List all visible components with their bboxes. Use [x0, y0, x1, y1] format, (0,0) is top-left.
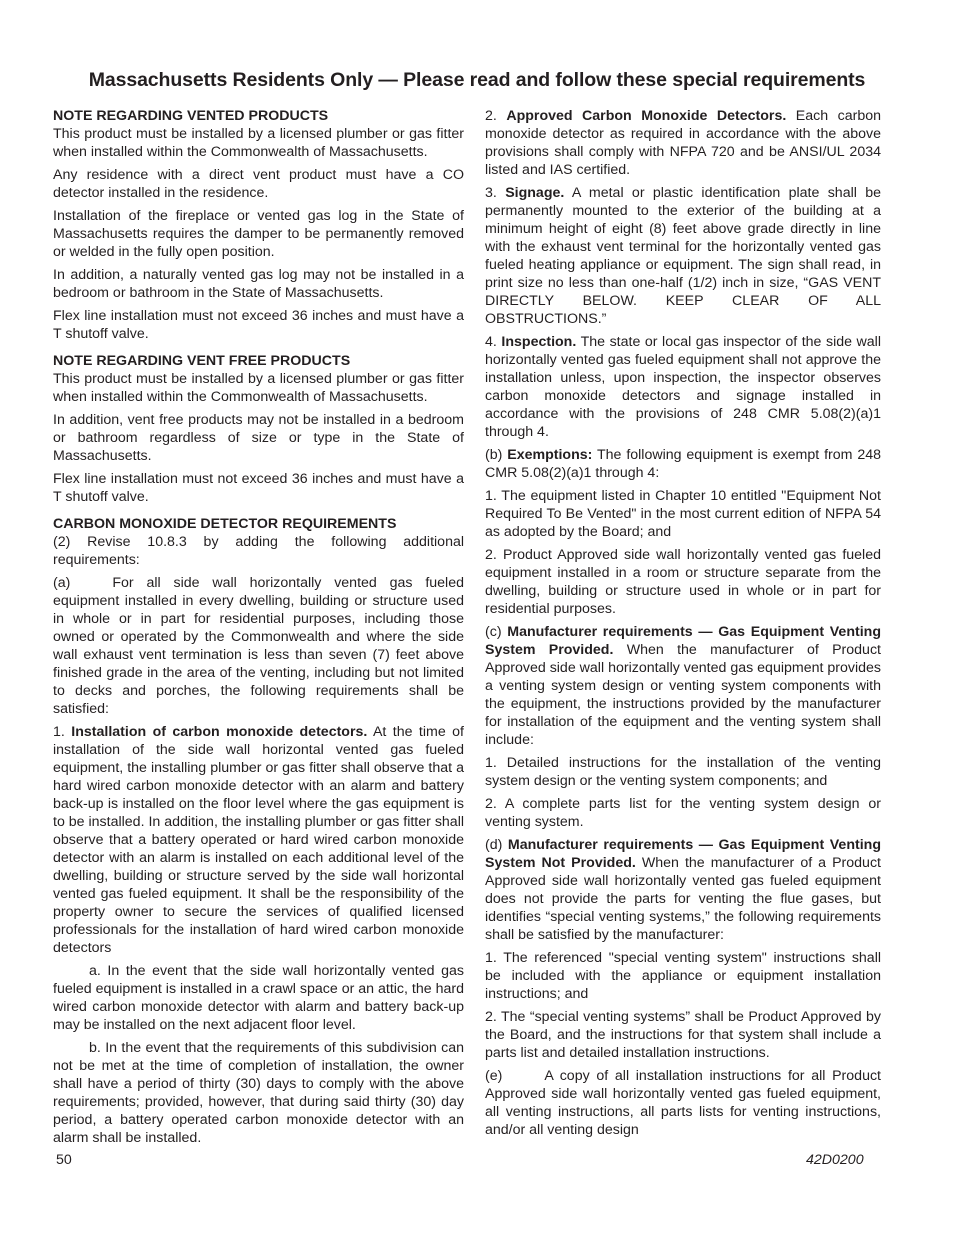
item-text: The following equipment is exempt from 248 CMR 5.08(2)(a)1 through 4:: [485, 447, 881, 481]
paragraph: In addition, a naturally vented gas log may not be installed in a bedroom or bathroom in the State of Massachusetts.: [53, 267, 464, 301]
item-label: (b): [485, 447, 503, 463]
item-text: A copy of all installation instructions for all Product Approved side wall horizontally vented gas fueled equipment, all venting instructions, all parts lists for venting instructions, and/or all venting design: [485, 1068, 881, 1138]
paragraph: 2. Product Approved side wall horizontally vented gas fueled equipment installed in a room or structure separate from the dwelling, building or structure used in whole or in part for residential purposes.: [485, 547, 881, 617]
item-heading: Manufacturer requirements — Gas Equipment Venting System Provided.: [485, 624, 881, 658]
paragraph-c: [485, 623, 881, 749]
item-heading: Manufacturer requirements — Gas Equipment Venting System Not Provided.: [485, 837, 881, 871]
paragraph: This product must be installed by a licensed plumber or gas fitter when installed within the Commonwealth of Massachusetts.: [53, 126, 464, 160]
paragraph-b: [485, 446, 881, 482]
item-heading: Installation of carbon monoxide detectors.: [71, 724, 368, 740]
left-column: [53, 107, 464, 1152]
paragraph-1b: b. In the event that the requirements of this subdivision can not be met at the time of completion of installation, the owner shall have a period of thirty (30) days to comply with the above requirements; provided, however, that during said thirty (30) day period, a battery operated carbon monoxide detector with an alarm shall be installed.: [53, 1040, 464, 1146]
paragraph-2: [485, 107, 881, 179]
item-label: (c): [485, 624, 502, 640]
paragraph: Any residence with a direct vent product must have a CO detector installed in the residence.: [53, 167, 464, 201]
paragraph-1a: a. In the event that the side wall horizontally vented gas fueled equipment is installed in a crawl space or an attic, the hard wired carbon monoxide detector with alarm and battery back-up may be installed on the next adjacent floor level.: [53, 963, 464, 1033]
paragraph-d: [485, 836, 881, 944]
item-heading: Exemptions:: [507, 447, 593, 463]
paragraph: 1. The equipment listed in Chapter 10 entitled "Equipment Not Required To Be Vented" in the most current edition of NFPA 54 as adopted by the Board; and: [485, 488, 881, 540]
paragraph: (2) Revise 10.8.3 by adding the following additional requirements:: [53, 534, 464, 568]
section-heading-co-detector: CARBON MONOXIDE DETECTOR REQUIREMENTS: [53, 516, 397, 532]
paragraph-e: [485, 1067, 881, 1139]
paragraph-3: [485, 184, 881, 328]
paragraph: This product must be installed by a licensed plumber or gas fitter when installed within the Commonwealth of Massachusetts.: [53, 371, 464, 405]
item-heading: Approved Carbon Monoxide Detectors.: [506, 108, 787, 124]
paragraph: 1. Detailed instructions for the installation of the venting system design or the venting system components; and: [485, 755, 881, 789]
section-heading-vented: NOTE REGARDING VENTED PRODUCTS: [53, 108, 329, 124]
item-text: The state or local gas inspector of the side wall horizontally vented gas fueled equipment shall not approve the installation unless, upon inspection, the inspector observes carbon monoxide detectors and signage installed in accordance with the provisions of 248 CMR 5.08(2)(a)1 through 4.: [485, 334, 881, 440]
right-column: [485, 107, 881, 1144]
item-number: 4.: [485, 334, 497, 350]
paragraph: 2. A complete parts list for the venting system design or venting system.: [485, 796, 881, 830]
item-heading: Inspection.: [501, 334, 577, 350]
paragraph: 2. The “special venting systems” shall be Product Approved by the Board, and the instructions for that system shall include a parts list and detailed installation instructions.: [485, 1009, 881, 1061]
item-label: (e): [485, 1068, 503, 1084]
item-text: At the time of installation of the side wall horizontal vented gas fueled equipment, the installing plumber or gas fitter shall observe that a hard wired carbon monoxide detector with an alarm and battery back-up is installed on the floor level where the gas equipment is to be installed. In addition, the installing plumber or gas fitter shall observe that a battery operated or hard wired carbon monoxide detector with an alarm is installed on each additional level of the dwelling, building or structure served by the side wall horizontal vented gas fueled equipment. It shall be the responsibility of the property owner to secure the services of qualified licensed professionals for the installation of hard wired carbon monoxide detectors: [53, 724, 464, 956]
item-number: 1.: [53, 724, 65, 740]
item-text: When the manufacturer of Product Approved side wall horizontally vented gas equipment provides a venting system design or venting system components with the equipment, the instructions provided by the manufacturer for installation of the equipment and the venting system shall include:: [485, 642, 881, 748]
paragraph-a: [53, 574, 464, 718]
page-number: 50: [56, 1152, 72, 1168]
paragraph: Installation of the fireplace or vented gas log in the State of Massachusetts requires the damper to be permanently removed or welded in the fully open position.: [53, 208, 464, 260]
paragraph: In addition, vent free products may not be installed in a bedroom or bathroom regardless of size or type in the State of Massachusetts.: [53, 412, 464, 464]
item-number: 3.: [485, 185, 497, 201]
item-text: Each carbon monoxide detector as required in accordance with the above provisions shall comply with NFPA 720 and be ANSI/UL 2034 listed and IAS certified.: [485, 108, 881, 178]
paragraph-4: [485, 333, 881, 441]
item-label: (d): [485, 837, 503, 853]
item-number: 2.: [485, 108, 497, 124]
item-label: (a): [53, 575, 71, 591]
page-title: Massachusetts Residents Only — Please read and follow these special requirements: [88, 69, 866, 91]
item-text: A metal or plastic identification plate shall be permanently mounted to the exterior of the building at a minimum height of eight (8) feet above grade directly in line with the exhaust vent terminal for the horizontally vented gas fueled heating appliance or equipment. The sign shall read, in print size no less than one-half (1/2) inch in size, “GAS VENT DIRECTLY BELOW. KEEP CLEAR OF ALL OBSTRUCTIONS.”: [485, 185, 882, 327]
paragraph: 1. The referenced "special venting system" instructions shall be included with the appliance or equipment installation instructions; and: [485, 950, 881, 1002]
item-heading: Signage.: [505, 185, 565, 201]
item-text: For all side wall horizontally vented gas fueled equipment installed in every dwelling, building or structure used in whole or in part for residential purposes, including those owned or operated by the Commonwealth and where the side wall exhaust vent termination is less than seven (7) feet above finished grade in the area of the venting, including but not limited to decks and porches, the following requirements shall be satisfied:: [53, 575, 464, 717]
section-heading-vent-free: NOTE REGARDING VENT FREE PRODUCTS: [53, 353, 351, 369]
paragraph: Flex line installation must not exceed 36 inches and must have a T shutoff valve.: [53, 308, 464, 342]
item-text: When the manufacturer of a Product Approved side wall horizontally vented gas fueled equipment does not provide the parts for venting the flue gases, but identifies “special venting systems,” the following requirements shall be satisfied by the manufacturer:: [485, 855, 881, 943]
paragraph: Flex line installation must not exceed 36 inches and must have a T shutoff valve.: [53, 471, 464, 505]
paragraph-1: [53, 723, 464, 957]
document-code: 42D0200: [806, 1152, 864, 1168]
